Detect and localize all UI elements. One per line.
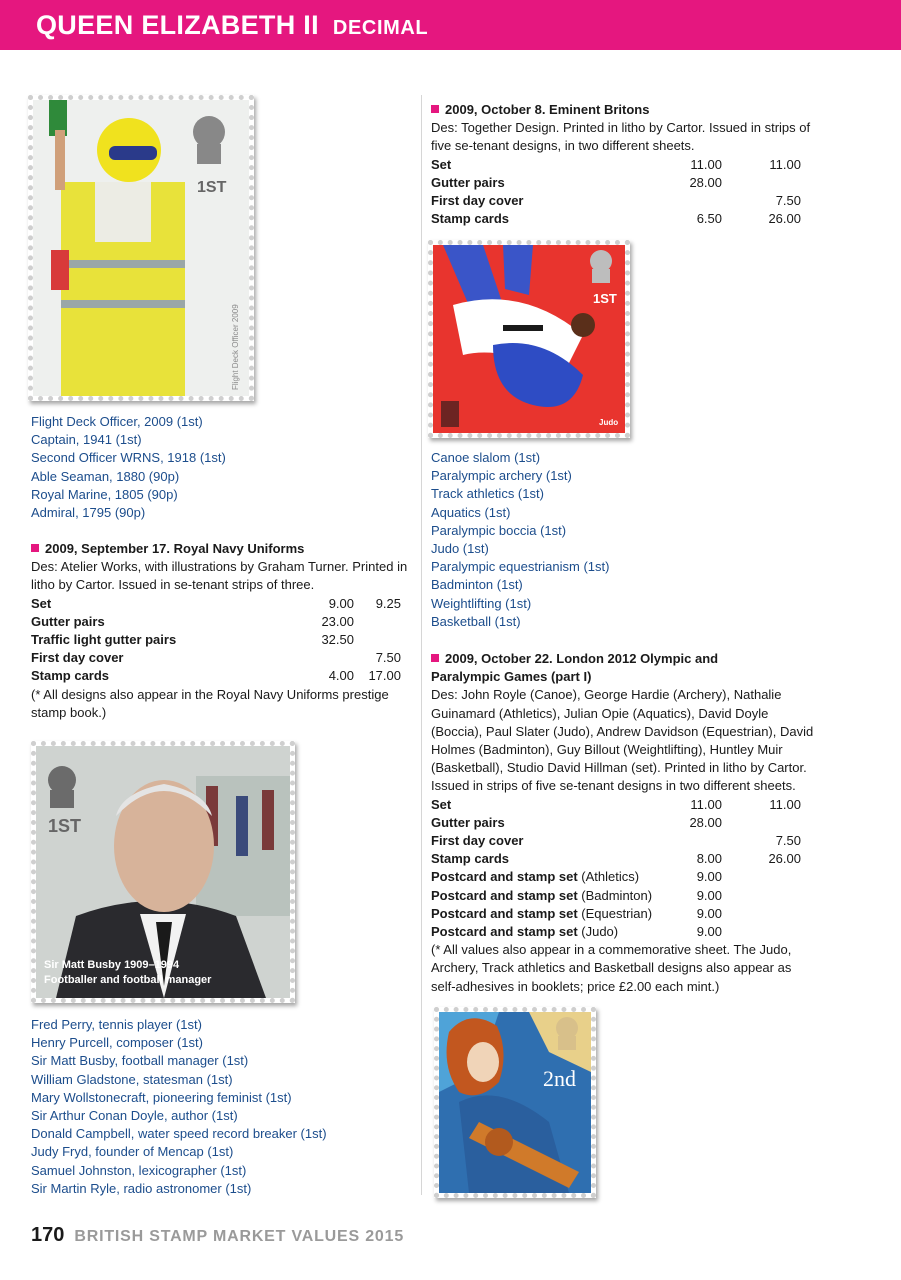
stamp-caption-text: Flight Deck Officer 2009 xyxy=(231,304,240,390)
list-item[interactable]: Weightlifting (1st) xyxy=(431,595,532,611)
stamp-caption-line2: Footballer and football manager xyxy=(44,974,212,986)
list-item[interactable]: Track athletics (1st) xyxy=(431,486,544,502)
page-number: 170 xyxy=(31,1224,65,1246)
stamp-caption-line1: Sir Matt Busby 1909–1994 xyxy=(44,959,180,971)
page-header-title: QUEEN ELIZABETH II DECIMAL xyxy=(36,10,429,40)
bullet-square-icon xyxy=(31,544,39,552)
list-item[interactable]: Paralympic equestrianism (1st) xyxy=(431,559,610,575)
price-row: Postcard and stamp set (Equestrian) 9.00 xyxy=(431,905,722,921)
eminent-britons-section xyxy=(431,101,815,228)
page-footer xyxy=(31,1224,404,1247)
stamp-flight-deck-officer xyxy=(28,95,254,401)
price-row: Traffic light gutter pairs 32.50 xyxy=(31,631,354,647)
list-item[interactable]: Fred Perry, tennis player (1st) xyxy=(31,1017,202,1032)
list-item[interactable]: William Gladstone, statesman (1st) xyxy=(31,1071,233,1087)
stamp-value-text: 1ST xyxy=(48,816,82,836)
stamp-value-text: 1ST xyxy=(593,291,617,306)
price-row: Postcard and stamp set (Badminton) 9.00 xyxy=(431,887,722,903)
price-row: First day cover 7.50 xyxy=(31,650,401,666)
list-item[interactable]: Henry Purcell, composer (1st) xyxy=(31,1035,203,1051)
list-item[interactable]: Aquatics (1st) xyxy=(431,504,511,520)
stamp-matt-busby xyxy=(31,741,295,1003)
bullet-square-icon xyxy=(431,105,439,113)
section-description: Des: Atelier Works, with illustrations by Graham Turner. Printed in litho by Cartor. Issued in se-tenant strips of three. xyxy=(31,559,408,593)
price-row: Gutter pairs 23.00 xyxy=(31,613,354,629)
price-row: First day cover 7.50 xyxy=(431,833,801,848)
price-row: Stamp cards 6.50 26.00 xyxy=(431,211,801,227)
bullet-square-icon xyxy=(431,654,439,662)
list-item[interactable]: Flight Deck Officer, 2009 (1st) xyxy=(31,414,203,429)
royal-navy-section xyxy=(31,540,415,722)
list-item[interactable]: Sir Matt Busby, football manager (1st) xyxy=(31,1053,249,1069)
section-heading: 2009, October 22. London 2012 Olympic and Paralympic Games (part I) xyxy=(431,651,719,685)
list-item[interactable]: Captain, 1941 (1st) xyxy=(31,432,142,448)
section-description: Des: Together Design. Printed in litho by Cartor. Issued in strips of five se-tenant designs, in two different sheets. xyxy=(431,120,811,154)
section-note: (* All values also appear in a commemorative sheet. The Judo, Archery, Track athletics and Basketball designs also appear as self-adhesives in booklets; price £2.00 each mint.) xyxy=(431,942,792,994)
section-heading: 2009, October 8. Eminent Britons xyxy=(431,101,815,119)
price-row: Set 11.00 11.00 xyxy=(431,796,801,812)
section-heading: 2009, September 17. Royal Navy Uniforms xyxy=(31,540,415,558)
list-item[interactable]: Paralympic archery (1st) xyxy=(431,468,572,484)
stamp-judo xyxy=(428,240,630,438)
olympic-stamp-list xyxy=(431,449,815,631)
price-row: Postcard and stamp set (Athletics) 9.00 xyxy=(431,869,722,885)
list-item[interactable]: Paralympic boccia (1st) xyxy=(431,522,567,538)
list-item[interactable]: Canoe slalom (1st) xyxy=(431,450,541,465)
price-row: Set 11.00 11.00 xyxy=(431,156,801,172)
price-row: Stamp cards 4.00 17.00 xyxy=(31,668,401,684)
list-item[interactable]: Samuel Johnston, lexicographer (1st) xyxy=(31,1162,247,1178)
list-item[interactable]: Donald Campbell, water speed record breaker (1st) xyxy=(31,1126,327,1142)
price-row: Set 9.00 9.25 xyxy=(31,595,401,611)
stamp-caption-text: Judo xyxy=(599,418,619,427)
list-item[interactable]: Badminton (1st) xyxy=(431,577,523,593)
header-bar xyxy=(0,0,901,50)
page-header-subtitle: DECIMAL xyxy=(332,17,429,39)
list-item[interactable]: Judy Fryd, founder of Mencap (1st) xyxy=(31,1144,234,1160)
list-item[interactable]: Sir Martin Ryle, radio astronomer (1st) xyxy=(31,1180,252,1196)
price-row: Gutter pairs 28.00 xyxy=(431,174,722,190)
list-item[interactable]: Mary Wollstonecraft, pioneering feminist (1st) xyxy=(31,1089,292,1105)
publication-title: BRITISH STAMP MARKET VALUES 2015 xyxy=(74,1228,405,1245)
olympic-section xyxy=(431,650,815,996)
royal-navy-stamp-list xyxy=(31,413,415,522)
list-item[interactable]: Admiral, 1795 (90p) xyxy=(31,505,146,521)
price-row: Stamp cards 8.00 26.00 xyxy=(431,851,801,867)
list-item[interactable]: Second Officer WRNS, 1918 (1st) xyxy=(31,450,226,466)
list-item[interactable]: Able Seaman, 1880 (90p) xyxy=(31,468,180,484)
stamp-value-text: 1ST xyxy=(197,179,227,196)
list-item[interactable]: Judo (1st) xyxy=(431,541,489,557)
stamp-christmas-second-class xyxy=(434,1007,596,1198)
stamp-value-text: 2nd xyxy=(543,1066,576,1091)
list-item[interactable]: Basketball (1st) xyxy=(431,613,521,629)
price-row: Gutter pairs 28.00 xyxy=(431,814,722,830)
column-divider xyxy=(421,95,422,1195)
price-row: First day cover 7.50 xyxy=(431,192,801,208)
section-note: (* All designs also appear in the Royal Navy Uniforms prestige stamp book.) xyxy=(31,686,389,720)
price-row: Postcard and stamp set (Judo) 9.00 xyxy=(431,923,722,939)
section-description: Des: John Royle (Canoe), George Hardie (Archery), Nathalie Guinamard (Athletics), Julian Opie (Aquatics), David Doyle (Boccia), Paul Slater (Judo), Andrew Davidson (Equestrian), David Holmes (Badminton), Guy Billout (Weightlifting), Huntley Muir (Basketball), Studio David Hillman (set). Printed in litho by Cartor. Issued in strips of five se-tenant designs in two different sheets. xyxy=(431,687,814,794)
list-item[interactable]: Sir Arthur Conan Doyle, author (1st) xyxy=(31,1108,238,1124)
eminent-britons-stamp-list xyxy=(31,1016,415,1198)
list-item[interactable]: Royal Marine, 1805 (90p) xyxy=(31,486,178,502)
